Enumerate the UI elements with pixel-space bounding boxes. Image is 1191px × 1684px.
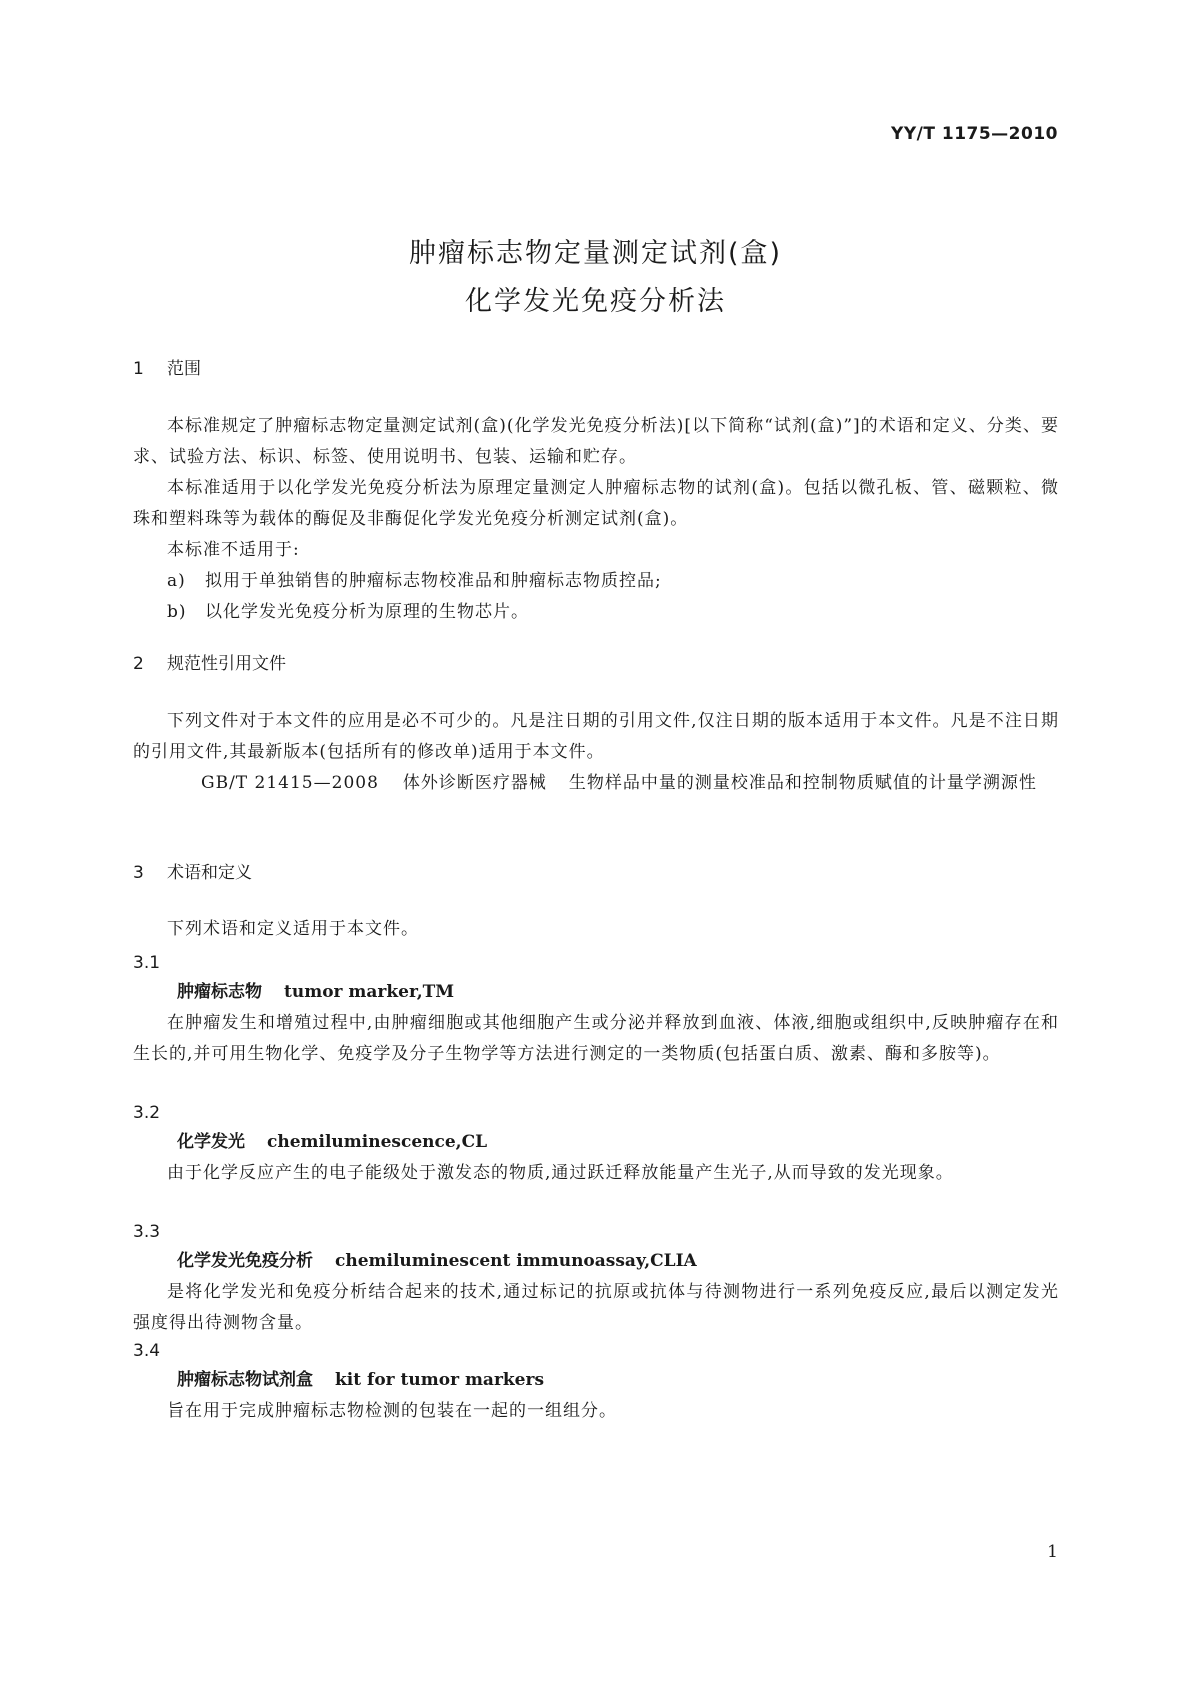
term-chinese: 肿瘤标志物试剂盒 (177, 1370, 313, 1390)
term-chinese: 肿瘤标志物 (177, 982, 262, 1002)
reference-title-part-2: 生物样品中量的测量校准品和控制物质赋值的计量学溯源性 (568, 773, 1037, 793)
term-title (133, 1246, 1103, 1276)
term-english: kit for tumor markers (335, 1370, 545, 1390)
term-number: 3.1 (133, 953, 161, 973)
term-english: chemiluminescence,CL (267, 1132, 488, 1152)
term-title (133, 977, 1103, 1007)
section-number: 1 (133, 359, 144, 379)
title-line-1: 肿瘤标志物定量测定试剂(盒) (408, 238, 783, 269)
list-item (133, 566, 1093, 597)
section-number: 3 (133, 863, 144, 883)
list-item-mark: a) (167, 571, 186, 591)
term-number: 3.2 (133, 1103, 161, 1123)
term-english: chemiluminescent immunoassay,CLIA (335, 1251, 697, 1271)
term-definition: 是将化学发光和免疫分析结合起来的技术,通过标记的抗原或抗体与待测物进行一系列免疫反应,最后以测定发光强度得出待测物含量。 (133, 1282, 1059, 1333)
normative-reference (133, 768, 1059, 799)
title-line-2: 化学发光免疫分析法 (465, 286, 726, 317)
standard-code: YY/T 1175—2010 (891, 124, 1058, 144)
list-item (133, 597, 1093, 628)
scope-paragraph-1: 本标准规定了肿瘤标志物定量测定试剂(盒)(化学发光免疫分析法)[以下简称“试剂(盒)”]的术语和定义、分类、要求、试验方法、标识、标签、使用说明书、包装、运输和贮存。 (133, 416, 1059, 467)
section-heading-scope (133, 356, 1059, 382)
term-number: 3.4 (133, 1341, 161, 1361)
section-heading-normative (133, 651, 1059, 677)
term-title (133, 1127, 1103, 1157)
section-title: 术语和定义 (167, 863, 252, 883)
term-chinese: 化学发光 (177, 1132, 245, 1152)
document-title (0, 230, 1191, 326)
reference-title-part-1: 体外诊断医疗器械 (402, 773, 547, 793)
section-title: 规范性引用文件 (167, 654, 286, 674)
list-item-mark: b) (167, 602, 187, 622)
section-number: 2 (133, 654, 144, 674)
reference-code: GB/T 21415—2008 (201, 773, 379, 793)
terms-intro: 下列术语和定义适用于本文件。 (167, 919, 419, 939)
list-item-text: 以化学发光免疫分析为原理的生物芯片。 (205, 602, 529, 622)
page-number: 1 (1047, 1542, 1058, 1562)
term-definition: 由于化学反应产生的电子能级处于激发态的物质,通过跃迁释放能量产生光子,从而导致的发光现象。 (167, 1163, 954, 1183)
term-english: tumor marker,TM (284, 982, 455, 1002)
term-definition: 在肿瘤发生和增殖过程中,由肿瘤细胞或其他细胞产生或分泌并释放到血液、体液,细胞或组织中,反映肿瘤存在和生长的,并可用生物化学、免疫学及分子生物学等方法进行测定的一类物质(包括蛋白质、激素、酶和多胺等)。 (133, 1013, 1059, 1064)
list-item-text: 拟用于单独销售的肿瘤标志物校准品和肿瘤标志物质控品; (205, 571, 662, 591)
section-title: 范围 (167, 359, 201, 379)
scope-paragraph-2: 本标准适用于以化学发光免疫分析法为原理定量测定人肿瘤标志物的试剂(盒)。包括以微孔板、管、磁颗粒、微珠和塑料珠等为载体的酶促及非酶促化学发光免疫分析测定试剂(盒)。 (133, 478, 1059, 529)
scope-paragraph-3: 本标准不适用于: (167, 540, 300, 560)
term-definition: 旨在用于完成肿瘤标志物检测的包装在一起的一组组分。 (167, 1401, 617, 1421)
term-number: 3.3 (133, 1222, 161, 1242)
section-heading-terms (133, 860, 1059, 886)
term-chinese: 化学发光免疫分析 (177, 1251, 313, 1271)
term-title (133, 1365, 1103, 1395)
normative-paragraph: 下列文件对于本文件的应用是必不可少的。凡是注日期的引用文件,仅注日期的版本适用于本文件。凡是不注日期的引用文件,其最新版本(包括所有的修改单)适用于本文件。 (133, 711, 1059, 762)
